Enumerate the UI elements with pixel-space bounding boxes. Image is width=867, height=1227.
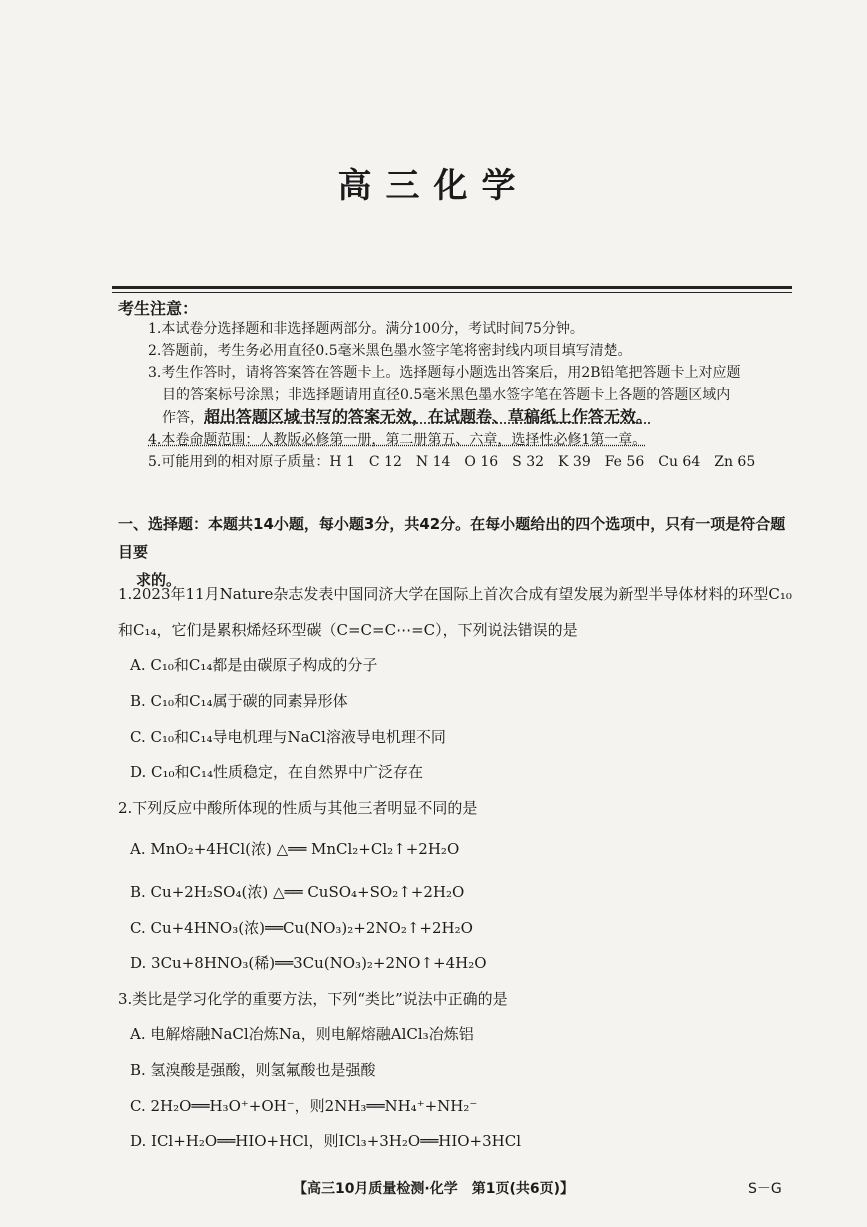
question-1-option-d: D. C₁₀和C₁₄性质稳定，在自然界中广泛存在	[130, 763, 424, 781]
question-3-option-a: A. 电解熔融NaCl冶炼Na，则电解熔融AlCl₃冶炼铝	[130, 1025, 474, 1043]
question-1-stem-line1: 1.2023年11月Nature杂志发表中国同济大学在国际上首次合成有望发展为新型半导体材料的环型C₁₀	[118, 585, 792, 603]
notice-item-3-cont: 目的答案标号涂黑；非选择题请用直径0.5毫米黑色墨水签字笔在答题卡上各题的答题区域内	[162, 387, 731, 403]
notice-item-4-text: 4.本卷命题范围：人教版必修第一册，第二册第五、六章，选择性必修1第一章。	[148, 432, 647, 448]
notice-item-3-end	[148, 406, 798, 429]
notice-item-3-prefix: 作答，	[162, 410, 204, 426]
notice-item-2: 2.答题前，考生务必用直径0.5毫米黑色墨水签字笔将密封线内项目填写清楚。	[148, 343, 632, 359]
page-title: 高三化学	[337, 166, 530, 206]
notice-item-4	[148, 429, 798, 451]
question-3-option-b: B. 氢溴酸是强酸，则氢氟酸也是强酸	[130, 1061, 376, 1079]
question-2-option-c: C. Cu+4HNO₃(浓)══Cu(NO₃)₂+2NO₂↑+2H₂O	[130, 919, 473, 937]
question-2-option-d: D. 3Cu+8HNO₃(稀)══3Cu(NO₃)₂+2NO↑+4H₂O	[130, 954, 487, 972]
question-3-option-c: C. 2H₂O══H₃O⁺+OH⁻，则2NH₃══NH₄⁺+NH₂⁻	[130, 1097, 478, 1115]
question-1-option-c: C. C₁₀和C₁₄导电机理与NaCl溶液导电机理不同	[130, 728, 446, 746]
question-1-option-a: A. C₁₀和C₁₄都是由碳原子构成的分子	[130, 656, 378, 674]
question-2-stem: 2.下列反应中酸所体现的性质与其他三者明显不同的是	[118, 799, 478, 817]
section-heading-line1: 一、选择题：本题共14小题，每小题3分，共42分。在每小题给出的四个选项中，只有一项是符合题目要	[118, 515, 786, 561]
section-heading-line2: 求的。	[136, 571, 182, 589]
header-divider-thin	[112, 292, 792, 293]
question-2-option-a: A. MnO₂+4HCl(浓) △══ MnCl₂+Cl₂↑+2H₂O	[130, 840, 460, 858]
section-heading	[118, 510, 798, 594]
notice-emphasis: 超出答题区域书写的答案无效，在试题卷、草稿纸上作答无效。	[204, 407, 653, 426]
question-3-stem: 3.类比是学习化学的重要方法，下列“类比”说法中正确的是	[118, 990, 508, 1008]
paper-code: S－G	[748, 1181, 782, 1197]
question-3-option-d: D. ICl+H₂O══HIO+HCl，则ICl₃+3H₂O══HIO+3HCl	[130, 1132, 522, 1150]
question-1-stem-line2: 和C₁₄，它们是累积烯烃环型碳（C=C=C⋯=C），下列说法错误的是	[118, 621, 578, 639]
notice-item-3: 3.考生作答时，请将答案答在答题卡上。选择题每小题选出答案后，用2B铅笔把答题卡上对应题	[148, 365, 741, 381]
question-1-option-b: B. C₁₀和C₁₄属于碳的同素异形体	[130, 692, 348, 710]
question-2-option-b: B. Cu+2H₂SO₄(浓) △══ CuSO₄+SO₂↑+2H₂O	[130, 883, 465, 901]
header-divider-thick	[112, 286, 792, 289]
page-footer: 【高三10月质量检测·化学 第1页(共6页)】	[292, 1181, 575, 1197]
notice-list	[148, 318, 798, 473]
notice-heading: 考生注意：	[118, 299, 199, 318]
notice-item-1: 1.本试卷分选择题和非选择题两部分。满分100分，考试时间75分钟。	[148, 321, 584, 337]
notice-item-5: 5.可能用到的相对原子质量：H 1 C 12 N 14 O 16 S 32 K 39 Fe 56 Cu 64 Zn 65	[148, 454, 756, 470]
